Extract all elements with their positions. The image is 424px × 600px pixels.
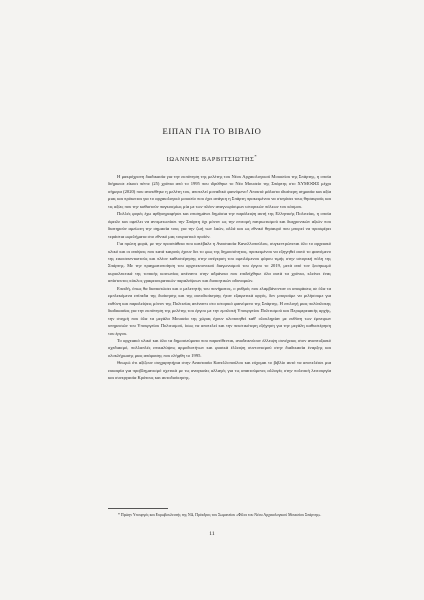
footnote-divider bbox=[108, 508, 168, 509]
footnote: * Πρώην Υπουργός και Ευρωβουλευτής της ΝΔ, Πρόεδρος του Σωματείου «Φίλοι του Νέου Αρχαιολογικού Μουσείου Σπάρτης». bbox=[118, 513, 322, 517]
body-text bbox=[108, 173, 331, 382]
paragraph: Επειδή, όπως θα διαπιστώσει και ο μελετητής του πονήματος, ο ρυθμός που ελαμβάνονταν οι αποφάσεις σε όλα τα εμπλεκόμενα επίπεδα της διοίκησης και της αυτοδιοίκησης ήταν εξαιρετικά αργός, δεν μπορούμε να μιλήσουμε για ευθύνη και παραλείψεις μόνον της Πολιτείας απέναντι στο ιστορικό φαινόμενο της Σπάρτης. Η επιλογή μιας πολύπλοκης διαδικασίας για την εκπόνηση της μελέτης του έργου με την εμπλοκή Υπουργείου Πολιτισμού και Περιφερειακής αρχής, την στιγμή που όλα τα μεγάλα Μουσεία της χώρας έχουν υλοποιηθεί καθ' ολοκληρίαν με ευθύνη των έμπειρων υπηρεσιών του Υπουργείου Πολιτισμού, ίσως να αποτελεί και την πειστικότερη εξήγηση για την μεγάλη καθυστέρηση του έργου. bbox=[108, 285, 331, 336]
page-number: 11 bbox=[209, 531, 215, 537]
paragraph: Θεωρώ ότι αξίζουν συγχαρητήρια στην Αναστασία Κανελλοπούλου και εύχομαι το βιβλίο αυτό να αποτελέσει μια ευκαιρία για προβληματισμό σχετικά με τις αναγκαίες αλλαγές για τις απαιτούμενες αλλαγές στην πολιτική λειτουργία και συνεργασία Κράτους και αυτοδιοίκησης. bbox=[108, 360, 331, 381]
paragraph: Η μακρόχρονη διαδικασία για την εκπόνηση της μελέτης του Νέου Αρχαιολογικού Μουσείου της Σπάρτης, η οποία διήρκεσε είκοσι πέντε (25) χρόνια από το 1995 που ιδρύθηκε το Νέο Μουσείο της Σπάρτης στο ΧΥΜΟΦΙΞ μέχρι σήμερα (2020) που ανατέθηκε η μελέτη του, αποτελεί μοναδικό φαινόμενο! Αποκτά μάλιστα ιδιαίτερη σημασία και αξία μιας και πρόκειται για το αρχαιολογικό μουσείο που έχει ανάγκη η Σπάρτη προκειμένου να στεγάσει τους θησαυρούς και τις αξίες που την καθιστούν παγκοσμίως μία με των πλέον αναγνωρίσιμων ιστορικών πόλεων του κόσμου. bbox=[108, 174, 331, 209]
paragraph: Πολλές φορές έχω αρθρογραφήσει και επισημάνει δημόσια την παράλειψη αυτή της Ελληνικής Πολιτείας, η οποία όφειλε και οφείλει να αντιμετωπίσει την Σπάρτη όχι μόνον ως την επιτομή πατριωτισμού και διαχρονικών αξιών που διατηρούν αμείωτη την σημασία τους για την ζωή των λαών, αλλά και ως εθνικό θησαυρό που μπορεί να προσφέρει τεράστια ωφελήματα στο εθνικό μας τουριστικό προϊόν. bbox=[108, 211, 331, 239]
author-name: ΙΩΑΝΝΗΣ ΒΑΡΒΙΤΣΙΩΤΗΣ bbox=[166, 156, 255, 164]
section-title: ΕΙΠΑΝ ΓΙΑ ΤΟ ΒΙΒΛΙΟ bbox=[162, 126, 262, 136]
footnote-marker: * bbox=[254, 154, 258, 159]
author-line bbox=[0, 154, 424, 163]
paragraph: Το αρχειακό υλικό και όλα τα δημοσιεύματα που παρατίθενται, αναδεικνύουν έλλειψη συνέχειας στον αναπτυξιακό σχεδιασμό, πολλαπλές επικαλύψεις αρμοδιοτήτων και φυσικά έλλειψη συντονισμού στην διαδικασία έναρξης και ολοκλήρωσης μιας απόφασης που ελήφθη το 1995. bbox=[108, 337, 331, 358]
paragraph: Για πρώτη φορά, με την προσπάθεια που κατέβαλε η Αναστασία Κανελλοπούλου, συγκεντρώνεται όλο το αρχειακό υλικό και οι απόψεις που κατά καιρούς έχουν δει το φως της δημοσιότητας, προκειμένου να εξηγηθεί αυτό το φαινόμενο της εικοσιπενταετούς και πλέον καθυστέρησης στην ανέγερση του οφειλόμενου φόρου τιμής στην ιστορική πόλη της Σπάρτης. Με την πραγματοποίηση του αρχιτεκτονικού διαγωνισμού του έργου το 2019, μετά από τον ξεσηκωμό κυριολεκτικά της τοπικής κοινωνίας απέναντι στην αδράνεια που επιδείχθηκε όλα αυτά τα χρόνια, κλείνει ένας απίστευτος κύκλος γραφειοκρατικών παραλείψεων και διοικητικών αδυναμιών. bbox=[108, 241, 331, 284]
